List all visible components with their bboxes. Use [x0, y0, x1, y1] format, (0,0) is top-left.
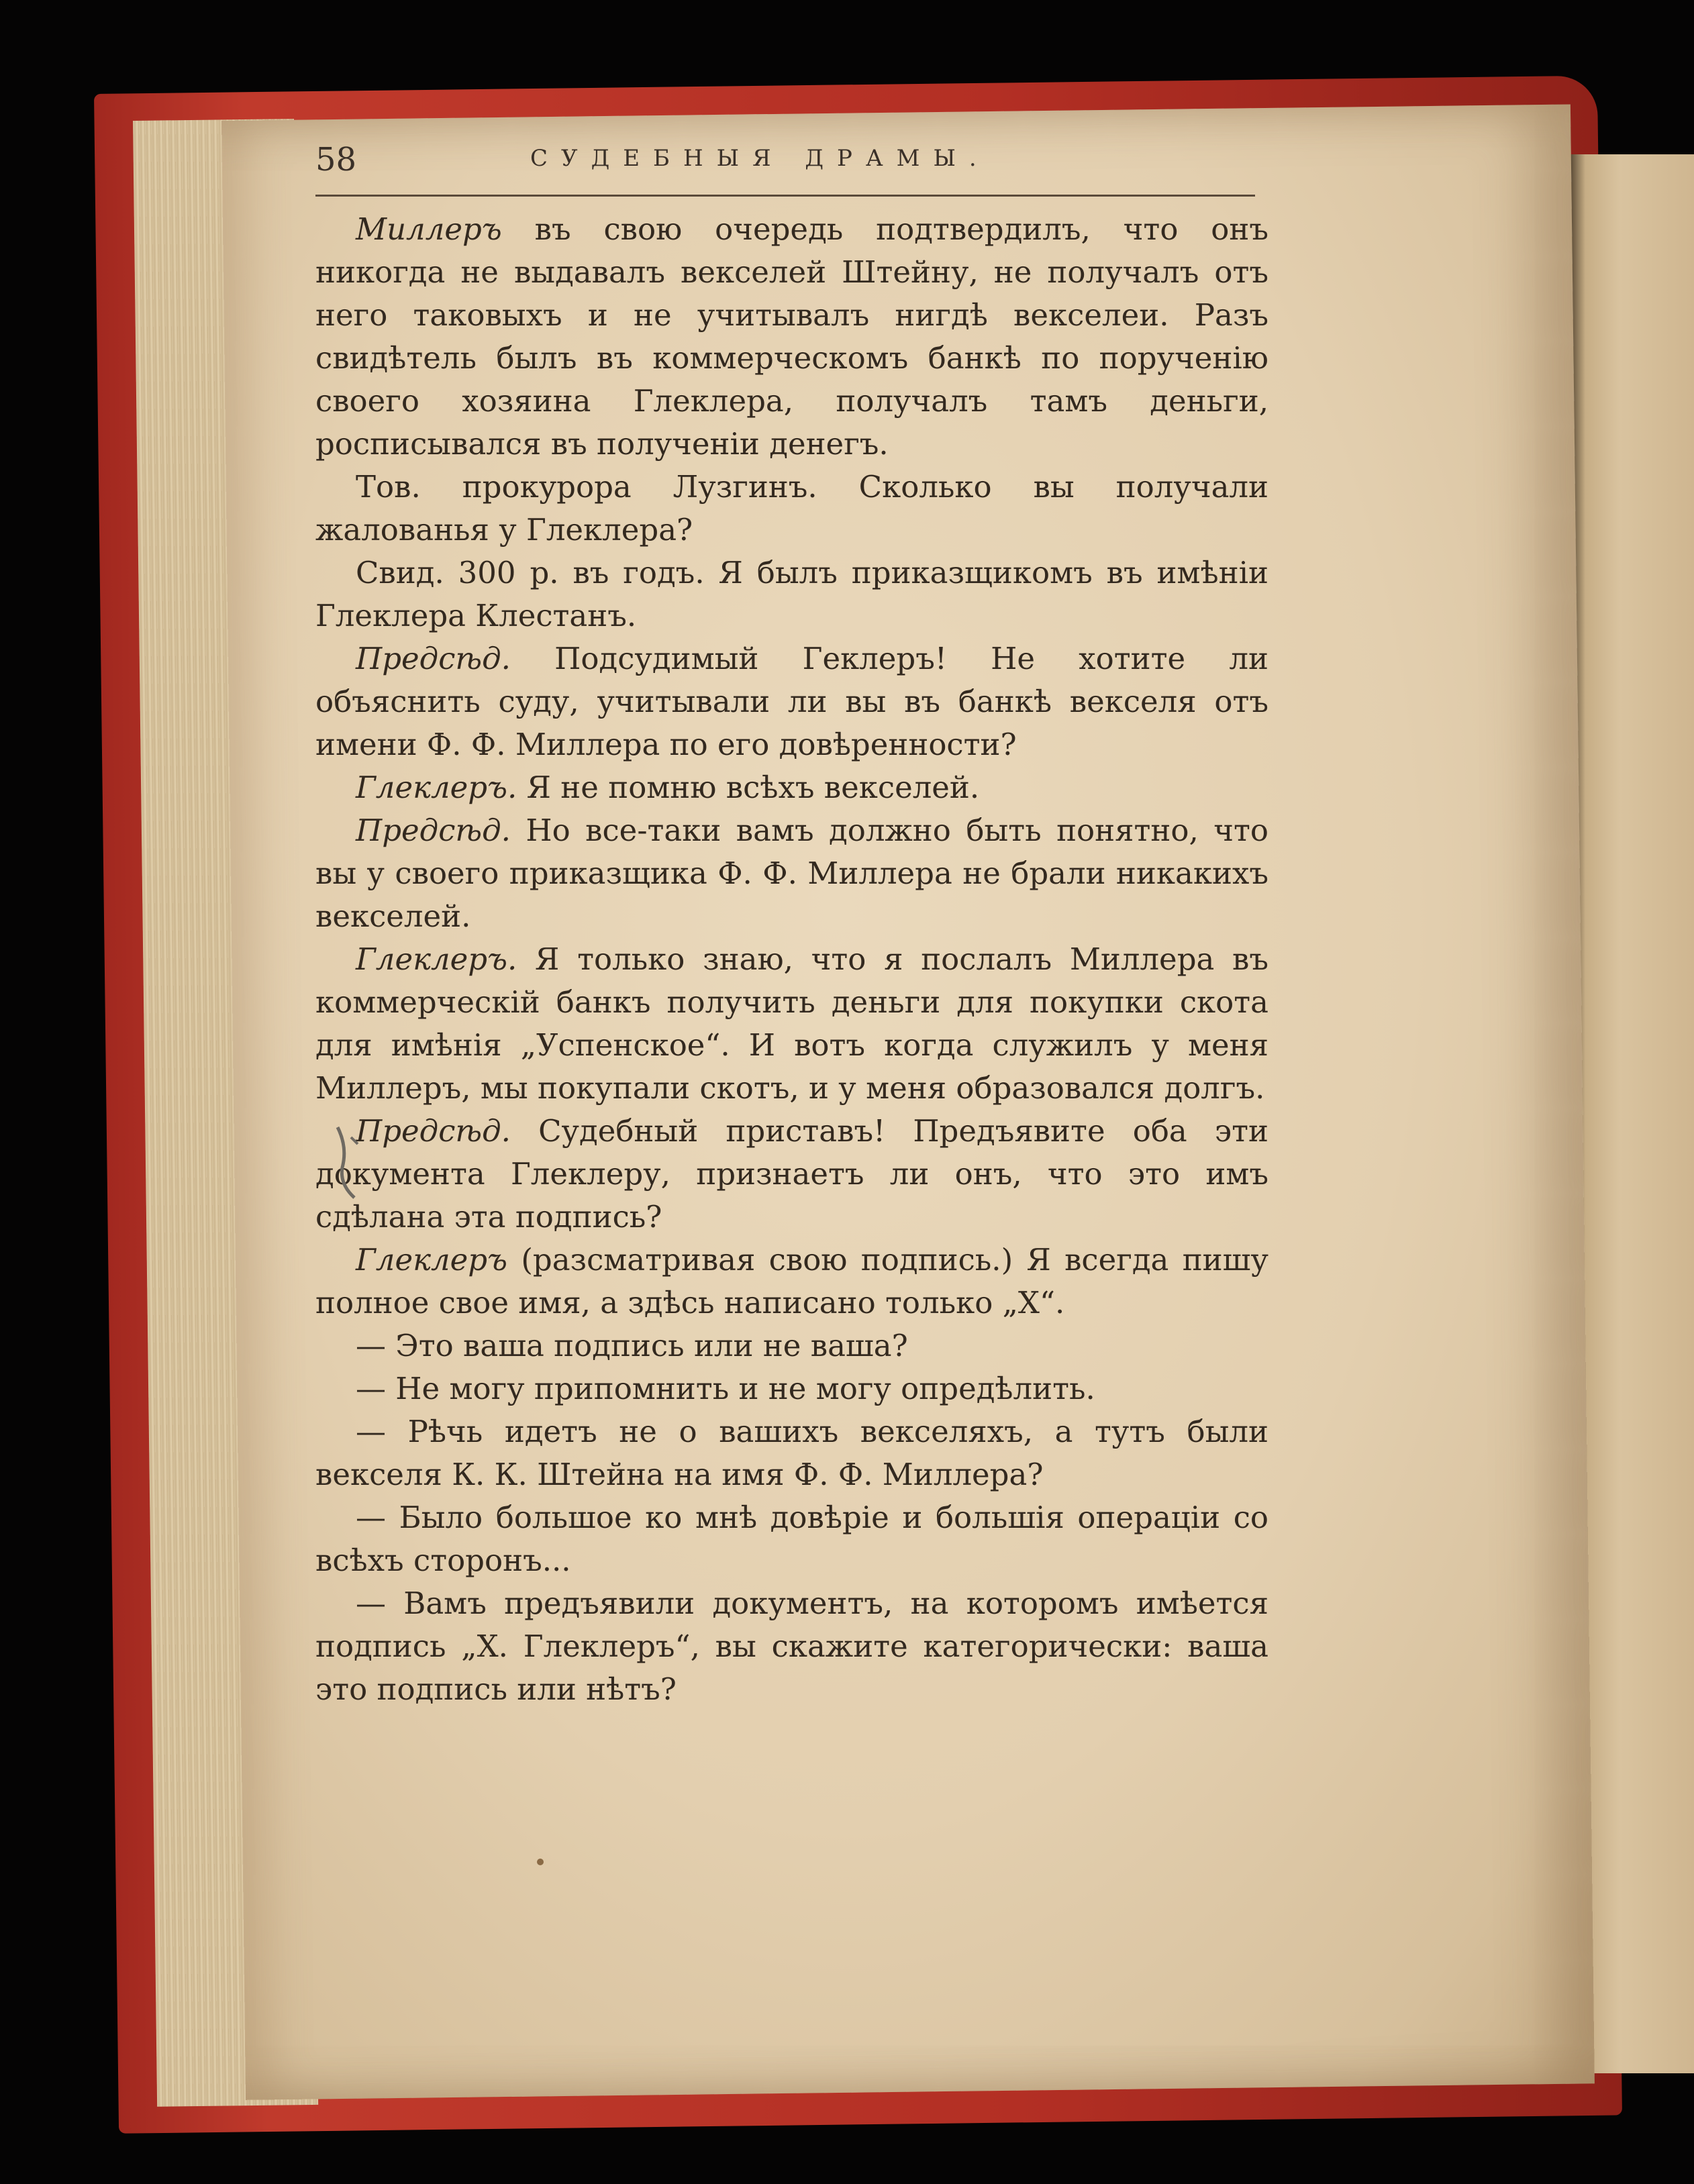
paragraph-text: — Вамъ предъявили документъ, на которомъ имѣется подпись „Х. Глеклеръ“, вы скажите категорически: ваша это подпись или нѣтъ? — [315, 1585, 1268, 1707]
body-text — [315, 208, 1268, 1711]
dialogue-line — [315, 1324, 1268, 1367]
paragraph-text: Но все-таки вамъ должно быть понятно, что вы у своего приказщика Ф. Ф. Миллера не брали никакихъ векселей. — [315, 813, 1268, 934]
paragraph — [315, 552, 1268, 637]
paragraph-text: (разсматривая свою подпись.) Я всегда пишу полное свое имя, а здѣсь написано только „Х“. — [315, 1242, 1268, 1320]
paragraph — [315, 208, 1268, 466]
page-number: 58 — [315, 141, 357, 178]
running-title: СУДЕБНЫЯ ДРАМЫ. — [530, 145, 990, 172]
dialogue-line — [315, 1582, 1268, 1711]
dialogue-line — [315, 1410, 1268, 1496]
speaker-name: Миллеръ — [356, 211, 502, 247]
speaker-name: Предсѣд. — [356, 813, 511, 848]
paragraph-text: Подсудимый Геклеръ! Не хотите ли объяснить суду, учитывали ли вы въ банкѣ векселя отъ имени Ф. Ф. Миллера по его довѣренности? — [315, 641, 1268, 762]
dialogue-line — [315, 1496, 1268, 1582]
speaker-name: Глеклеръ. — [356, 941, 517, 977]
dialogue-line — [315, 1367, 1268, 1410]
paragraph — [315, 466, 1268, 552]
speaker-name: Глеклеръ. — [356, 770, 517, 805]
paragraph-text: Я только знаю, что я послалъ Миллера въ коммерческiй банкъ получить деньги для покупки скота для имѣнiя „Успенское“. И вотъ когда служилъ у меня Миллеръ, мы покупали скотъ, и у меня образовался долгъ. — [315, 941, 1268, 1106]
speaker-name: Предсѣд. — [356, 1113, 511, 1149]
paragraph — [315, 938, 1268, 1110]
paragraph-text: — Не могу припомнить и не могу опредѣлить. — [356, 1371, 1095, 1406]
paragraph — [315, 766, 1268, 809]
page-header — [315, 141, 1255, 188]
paper-speck — [537, 1859, 544, 1865]
pencil-mark-icon — [334, 1121, 361, 1201]
paragraph — [315, 809, 1268, 938]
paragraph-text: — Рѣчь идетъ не о вашихъ векселяхъ, а тутъ были векселя К. К. Штейна на имя Ф. Ф. Миллера? — [315, 1414, 1268, 1492]
speaker-name: Предсѣд. — [356, 641, 511, 676]
speaker-name: Глеклеръ — [356, 1242, 508, 1278]
header-rule — [315, 195, 1255, 197]
paragraph-text: Я не помню всѣхъ векселей. — [517, 770, 980, 805]
paragraph-text: Тов. прокурора Лузгинъ. Сколько вы получали жалованья у Глеклера? — [315, 469, 1268, 548]
paragraph — [315, 637, 1268, 766]
paragraph — [315, 1239, 1268, 1324]
paragraph — [315, 1110, 1268, 1239]
paragraph-text: въ свою очередь подтвердилъ, что онъ никогда не выдавалъ векселей Штейну, не получалъ отъ него таковыхъ и не учитывалъ нигдѣ векселеи. Разъ свидѣтель былъ въ коммерческомъ банкѣ по порученiю своего хозяина Глеклера, получалъ тамъ деньги, росписывался въ полученiи денегъ. — [315, 211, 1268, 462]
paragraph-text: — Это ваша подпись или не ваша? — [356, 1328, 908, 1363]
paragraph-text: — Было большое ко мнѣ довѣрiе и большiя операцiи со всѣхъ сторонъ... — [315, 1500, 1268, 1578]
paragraph-text: Свид. 300 р. въ годъ. Я былъ приказщикомъ въ имѣнiи Глеклера Клестанъ. — [315, 555, 1268, 633]
paragraph-text: Судебный приставъ! Предъявите оба эти документа Глеклеру, признаетъ ли онъ, что это имъ сдѣлана эта подпись? — [315, 1113, 1268, 1235]
